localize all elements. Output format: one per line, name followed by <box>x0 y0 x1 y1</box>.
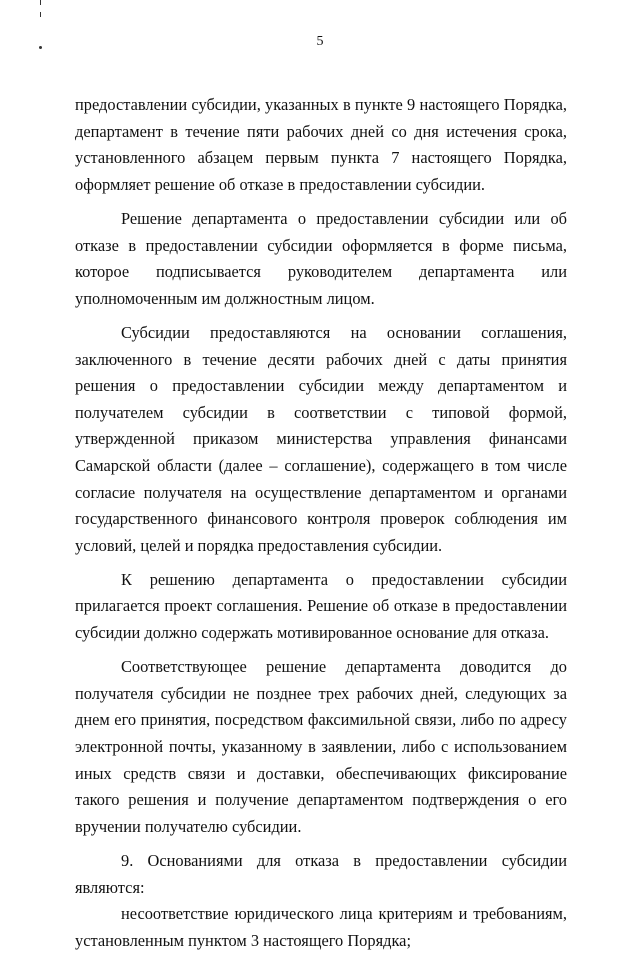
paragraph-draft-agreement: К решению департамента о предоставлении субсидии прилагается проект соглашения. Решение об отказе в предоставлении субсидии должно содержать мотивированное основание для отказа. <box>75 569 567 643</box>
paragraph-refusal-item: несоответствие юридического лица критериям и требованиям, установленным пунктом 3 настоящего Порядка; <box>75 904 567 950</box>
scan-mark <box>40 12 41 17</box>
page-number: 5 <box>316 34 324 49</box>
paragraph-continuation: предоставлении субсидии, указанных в пункте 9 настоящего Порядка, департамент в течение пяти рабочих дней со дня истечения срока, установленного абзацем первым пункта 7 настоящего Порядка, оформляет решение об отказе в предоставлении субсидии. <box>75 95 567 194</box>
document-body <box>75 92 567 962</box>
paragraph-decision-form: Решение департамента о предоставлении субсидии или об отказе в предоставлении субсидии оформляется в форме письма, которое подписывается руководителем департамента или уполномоченным им должностным лицом. <box>75 208 567 308</box>
paragraph-notification: Соответствующее решение департамента доводится до получателя субсидии не позднее трех рабочих дней, следующих за днем его принятия, посредством факсимильной связи, либо по адресу электронной почты, указанному в заявлении, либо с использованием иных средств связи и доставки, обеспечивающих фиксирование такого решения и получение департаментом подтверждения о его вручении получателю субсидии. <box>75 657 567 836</box>
paragraph-agreement: Субсидии предоставляются на основании соглашения, заключенного в течение десяти рабочих дней с даты принятия решения о предоставлении субсидии между департаментом и получателем субсидии в соответствии с типовой формой, утвержденной приказом министерства управления финансами Самарской области (далее – соглашение), содержащего в том числе согласие получателя на осуществление департаментом и органами государственного финансового контроля проверок соблюдения им условий, целей и порядка предоставления субсидии. <box>75 322 567 555</box>
scan-mark <box>40 0 41 5</box>
paragraph-refusal-grounds: 9. Основаниями для отказа в предоставлении субсидии являются: <box>75 851 567 897</box>
